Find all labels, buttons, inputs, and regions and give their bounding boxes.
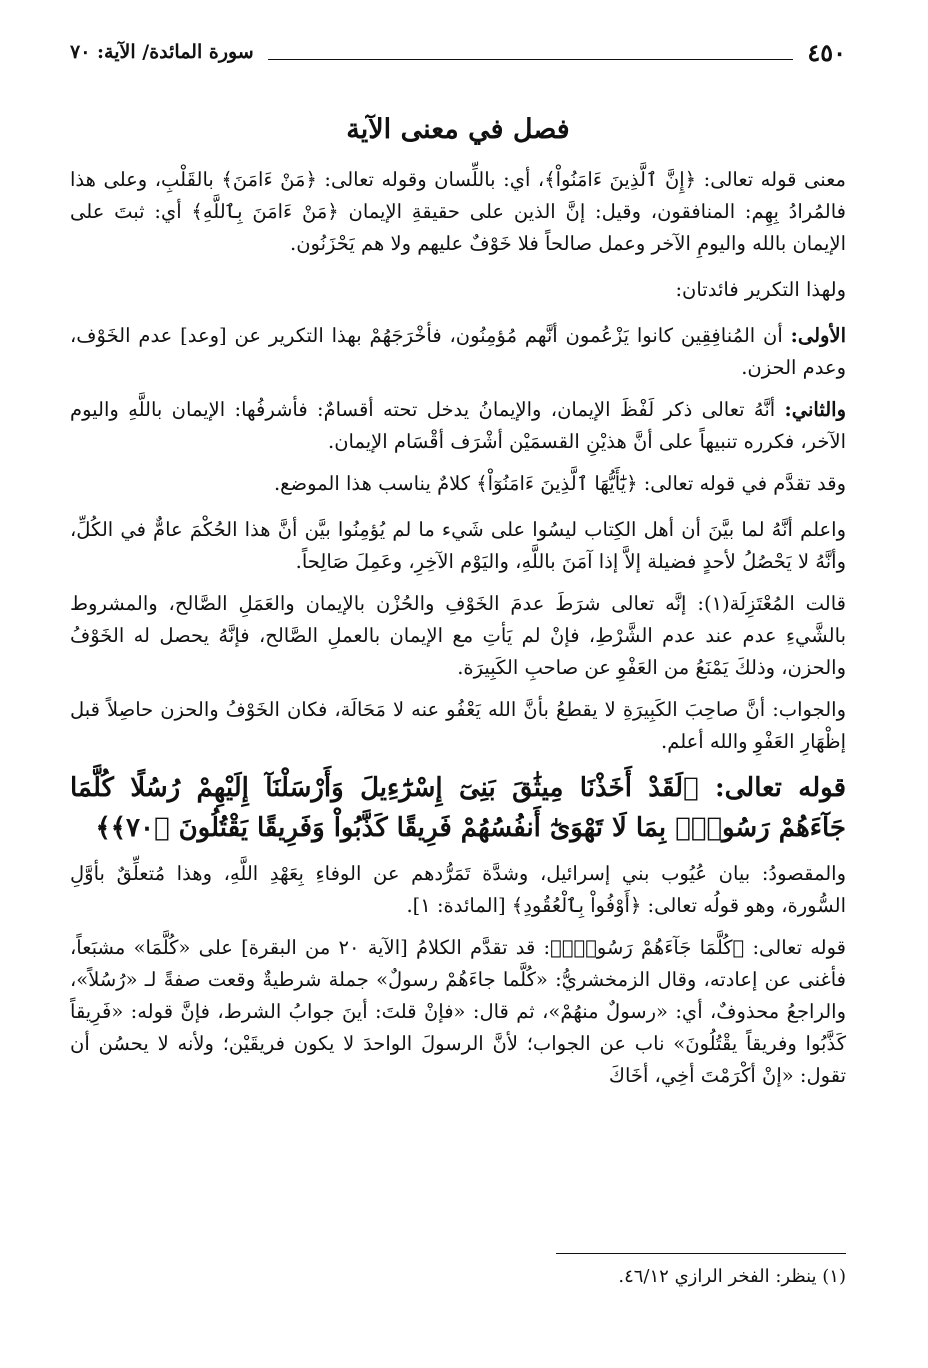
second-benefit-text: أنَّهُ تعالى ذكر لَفْظَ الإيمان، والإيمانُ يدخل تحته أقسامٌ: فأشرفُها: الإيمان باللَّهِ واليوم الآخر، فكرره تنبيهاً على أنَّ هذيْنِ القسمَيْن أشْرَف أقْسَام الإيمان. <box>70 398 846 453</box>
surah-reference: سورة المائدة/ الآية: ٧٠ <box>70 41 254 63</box>
paragraph-second-benefit <box>70 394 846 458</box>
main-text <box>70 164 846 1102</box>
section-title: فصل في معنى الآية <box>346 114 570 145</box>
paragraph-purpose: والمقصودُ: بيان عُيُوب بني إسرائيل، وشدَّة تَمَرُّدهم عن الوفاءِ بِعَهْدِ اللَّهِ، وهذا مُتعلِّقٌ بأوَّلِ السُّورة، وهو قولُه تعالى: ﴿أَوْفُواْ بِٱلْعُقُودِ﴾ [المائدة: ١]. <box>70 862 846 917</box>
paragraph-mutazila: قالت المُعْتَزِلَة(١): إنَّه تعالى شرَطَ عدمَ الخَوْفِ والحُزْن بالإيمان والعَمَلِ الصَّالح، والمشروط بالشَّيءِ عدم عند عدم الشَّرْطِ، فإنْ لم يَأتِ مع الإيمان بالعملِ الصَّالح، فإنَّهُ يحصل له الخَوْفُ والحزن، وذلكَ يَمْنَعُ من العَفْوِ عن صاحبِ الكَبِيرَة. <box>70 592 846 679</box>
paragraph-meaning: معنى قوله تعالى: ﴿إِنَّ ٱلَّذِينَ ءَامَنُواْ﴾، أي: باللِّسان وقوله تعالى: ﴿مَنْ ءَامَنَ﴾ بالقَلْبِ، وعلى هذا فالمُرادُ بِهِم: المنافقون، وقيل: إنَّ الذين على حقيقةِ الإيمان ﴿مَنْ ءَامَنَ بِٱللَّهِ﴾ أي: ثبتَ على الإيمان بالله واليومِ الآخر وعمل صالحاً فلا خَوْفٌ عليهم ولا هم يَحْزَنُون. <box>70 168 846 255</box>
page-header <box>70 30 846 74</box>
paragraph-first-benefit <box>70 320 846 384</box>
second-benefit-lead: والثاني: <box>784 398 846 421</box>
first-benefit-text: أن المُنافِقِين كانوا يَزْعُمون أنَّهم مُؤمِنُون، فأخْرَجَهُمْ بهذا التكرير عن [وعد] عدم الخَوْف، وعدم الحزن. <box>70 324 846 379</box>
footnote-rule <box>556 1253 846 1254</box>
paragraph-answer: والجواب: أنَّ صاحِبَ الكَبِيرَةِ لا يقطعُ بأنَّ الله يَعْفُو عنه لا مَحَالَة، فكان الخَوْفُ والحزن حاصِلاً قبل إظْهَارِ العَفْوِ والله أعلم. <box>70 698 846 753</box>
paragraph-two-benefits: ولهذا التكرير فائدتان: <box>675 278 846 301</box>
verse-70: قوله تعالى: ﴿لَقَدْ أَخَذْنَا مِيثَٰقَ بَنِىٓ إِسْرَٰٓءِيلَ وَأَرْسَلْنَآ إِلَيْهِمْ رُسُلًا كُلَّمَا جَآءَهُمْ رَسُولٌۢ بِمَا لَا تَهْوَىٰٓ أَنفُسُهُمْ فَرِيقًا كَذَّبُواْ وَفَرِيقًا يَقْتُلُونَ ﴿٧٠﴾﴾ <box>70 773 846 843</box>
footnote: (١) ينظر: الفخر الرازي ٤٦/١٢. <box>618 1266 846 1287</box>
page-number: ٤٥٠ <box>807 37 846 67</box>
first-benefit-lead: الأولى: <box>790 324 846 347</box>
paragraph-previous-mention: وقد تقدَّم في قوله تعالى: ﴿يَٰٓأَيُّهَا ٱلَّذِينَ ءَامَنُوٓاْ﴾ كلامٌ يناسب هذا الموضع. <box>273 472 846 495</box>
paragraph-kullama: قوله تعالى: ﴿كُلَّمَا جَآءَهُمْ رَسُولٌۢ﴾: قد تقدَّم الكلامُ [الآية ٢٠ من البقرة] على «كُلَّمَا» مشبَعاً، فأغنى عن إعادته، وقال الزمخشريُّ: «كُلَّما جاءَهُمْ رسولٌ» جملة شرطيةٌ وقعت صفةً لـ «رُسُلاً»، والراجعُ محذوفٌ، أي: «رسولٌ منهُمْ»، ثم قال: «فإنْ قلتَ: أينَ جوابُ الشرط، فإنَّ قوله: «فَرِيقاً كَذَّبُوا وفريقاً يقْتُلُونَ» ناب عن الجواب؛ لأنَّ الرسولَ الواحدَ لا يكون فريقَيْن؛ ولأنه لا يحسُن أن تقول: «إنْ أكْرَمْتَ أخِي، أخَاكَ <box>70 936 846 1087</box>
paragraph-know: واعلم أنَّهُ لما بيَّنَ أن أهل الكِتاب ليسُوا على شَيء ما لم يُؤمِنُوا بيَّن أنَّ هذا الحُكْمَ عامٌّ في الكُلِّ، وأنَّهُ لا يَحْصُلُ لأحدٍ فضيلة إلاَّ إذا آمَنَ باللَّهِ، واليَوْم الآخِرِ، وعَمِلَ صَالِحاً. <box>70 518 846 573</box>
header-rule <box>268 59 794 60</box>
